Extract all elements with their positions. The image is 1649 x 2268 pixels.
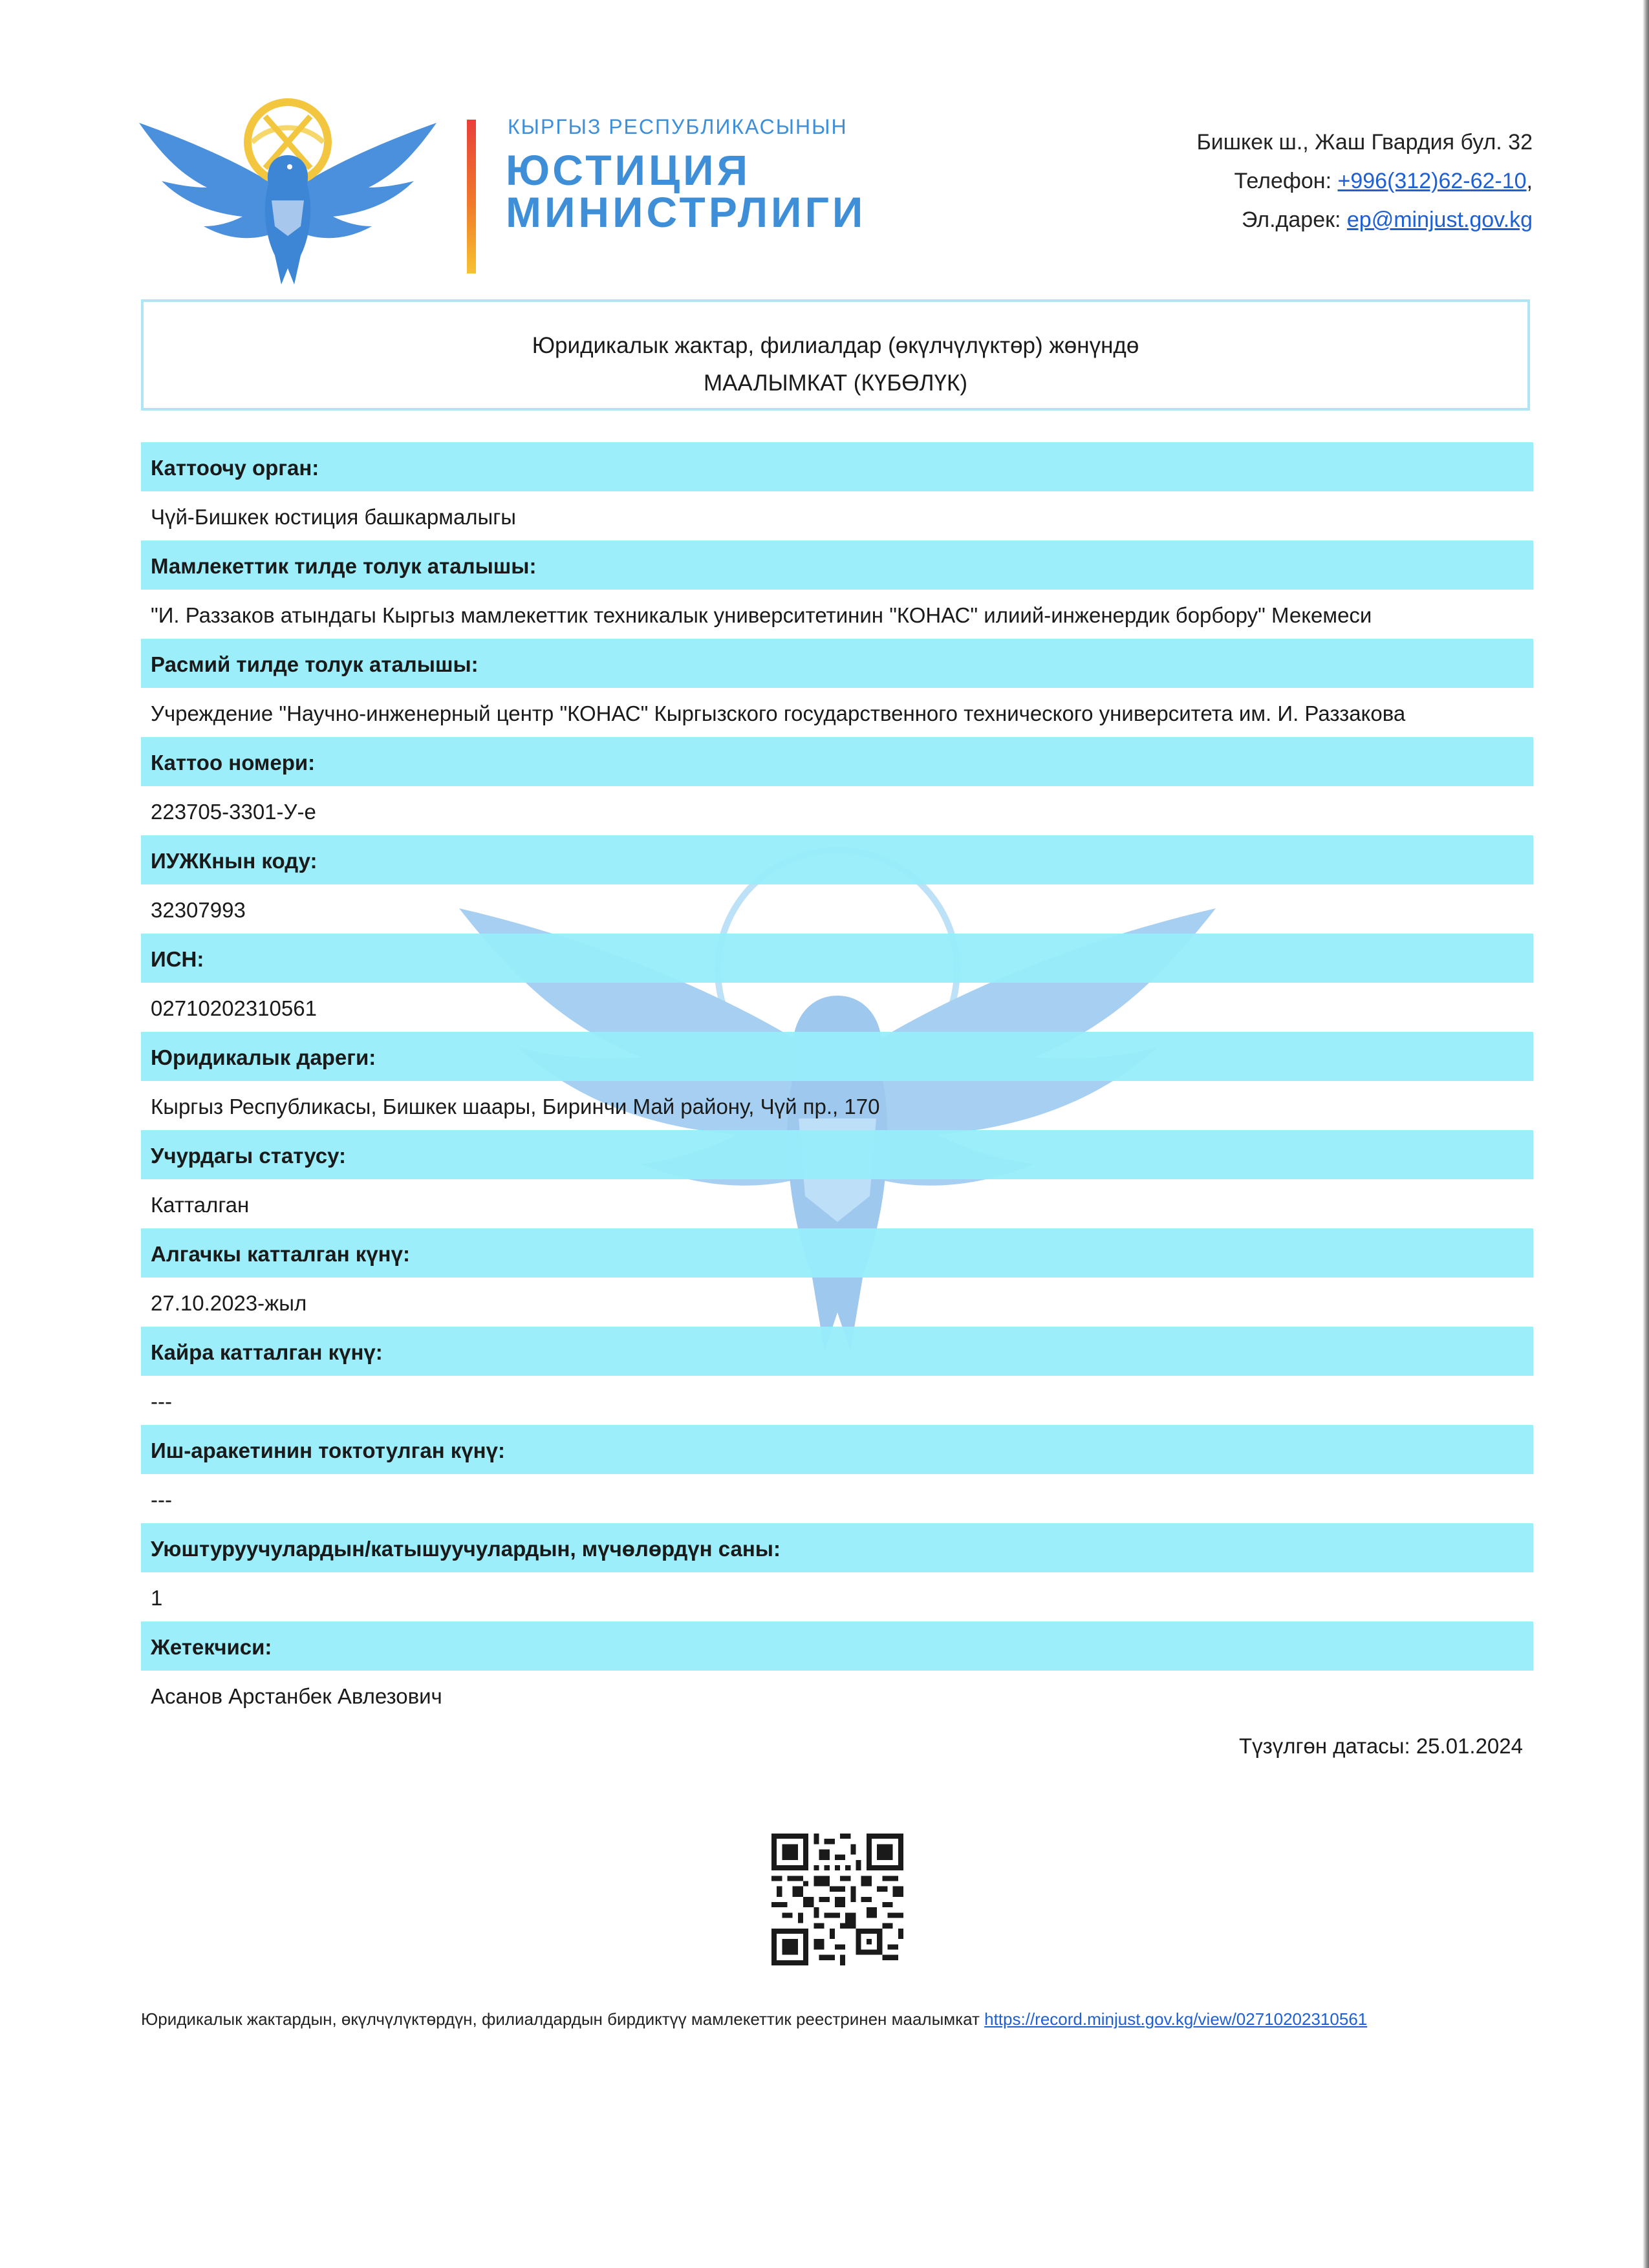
registry-record-link[interactable]: https://record.minjust.gov.kg/view/02710202310561 (984, 2009, 1368, 2029)
field-value-first-registration-date: 27.10.2023-жыл (151, 1291, 307, 1315)
field-label-termination-date: Иш-аракетинин токтотулган күнү: (141, 1425, 1533, 1474)
field-value-registration-number: 223705-3301-У-е (151, 800, 316, 824)
email-link[interactable]: ep@minjust.gov.kg (1346, 208, 1533, 232)
contact-block (1196, 123, 1533, 239)
field-value-termination-date: --- (151, 1488, 172, 1512)
field-label-director: Жетекчиси: (141, 1621, 1533, 1671)
field-value-full-name-state: "И. Раззаков атындагы Кыргыз мамлекеттик техникалык университетинин "КОНАС" илиий-инженердик борбору" Мекемеси (151, 603, 1372, 627)
field-value-founders-count: 1 (151, 1586, 163, 1610)
issue-date: Түзүлгөн датасы: 25.01.2024 (1238, 1734, 1523, 1758)
field-label-legal-address: Юридикалык дареги: (141, 1032, 1533, 1081)
email-label: Эл.дарек: (1241, 208, 1341, 232)
field-label-registering-body: Каттоочу орган: (141, 442, 1533, 491)
phone-link[interactable]: +996(312)62-62-10 (1337, 169, 1527, 193)
logo-ministry-text-2: МИНИСТРЛИГИ (506, 188, 867, 236)
field-value-director: Асанов Арстанбек Авлезович (151, 1684, 442, 1708)
field-value-re-registration-date: --- (151, 1389, 172, 1413)
field-label-current-status: Учурдагы статусу: (141, 1130, 1533, 1179)
field-label-re-registration-date: Кайра катталган күнү: (141, 1327, 1533, 1376)
logo-ministry-text-1: ЮСТИЦИЯ (506, 146, 751, 194)
document-subtitle: МААЛЫМКАТ (КҮБӨЛҮК) (703, 370, 967, 396)
phone-label: Телефон: (1234, 169, 1332, 193)
field-label-first-registration-date: Алгачкы катталган күнү: (141, 1228, 1533, 1278)
field-label-full-name-official: Расмий тилде толук аталышы: (141, 639, 1533, 688)
logo-divider (467, 120, 476, 273)
footer-note (141, 2009, 1367, 2029)
field-label-okpo-code: ИУЖКнын коду: (141, 835, 1533, 884)
footer-text: Юридикалык жактардын, өкүлчүлүктөрдүн, филиалдардын бирдиктүү мамлекеттик реестринен маалымкат (141, 2009, 980, 2029)
field-label-full-name-state: Мамлекеттик тилде толук аталышы: (141, 540, 1533, 590)
field-label-registration-number: Каттоо номери: (141, 737, 1533, 786)
field-value-legal-address: Кыргыз Республикасы, Бишкек шаары, Биринчи Май району, Чүй пр., 170 (151, 1095, 880, 1118)
field-label-tin: ИСН: (141, 934, 1533, 983)
field-value-registering-body: Чүй-Бишкек юстиция башкармалыгы (151, 505, 517, 529)
phone-line: Телефон: +996(312)62-62-10, (1234, 169, 1533, 193)
field-value-tin: 02710202310561 (151, 996, 317, 1020)
qr-code-icon[interactable] (771, 1834, 903, 1965)
registry-fields (141, 442, 1533, 1720)
field-value-current-status: Катталган (151, 1193, 250, 1217)
ministry-eagle-logo-icon (136, 97, 440, 284)
field-value-full-name-official: Учреждение "Научно-инженерный центр "КОНАС" Кыргызского государственного технического университета им. И. Раззакова (151, 701, 1406, 725)
field-value-okpo-code: 32307993 (151, 898, 246, 922)
scan-edge (1643, 0, 1649, 2268)
field-label-founders-count: Уюштуруучулардын/катышуучулардын, мүчөлөрдүн саны: (141, 1523, 1533, 1572)
email-line (1196, 200, 1533, 239)
document-title: Юридикалык жактар, филиалдар (өкүлчүлүктөр) жөнүндө (532, 333, 1139, 358)
document-title-box (141, 299, 1530, 411)
address-text: Бишкек ш., Жаш Гвардия бул. 32 (1196, 130, 1533, 155)
logo-country-text: КЫРГЫЗ РЕСПУБЛИКАСЫНЫН (508, 115, 848, 138)
